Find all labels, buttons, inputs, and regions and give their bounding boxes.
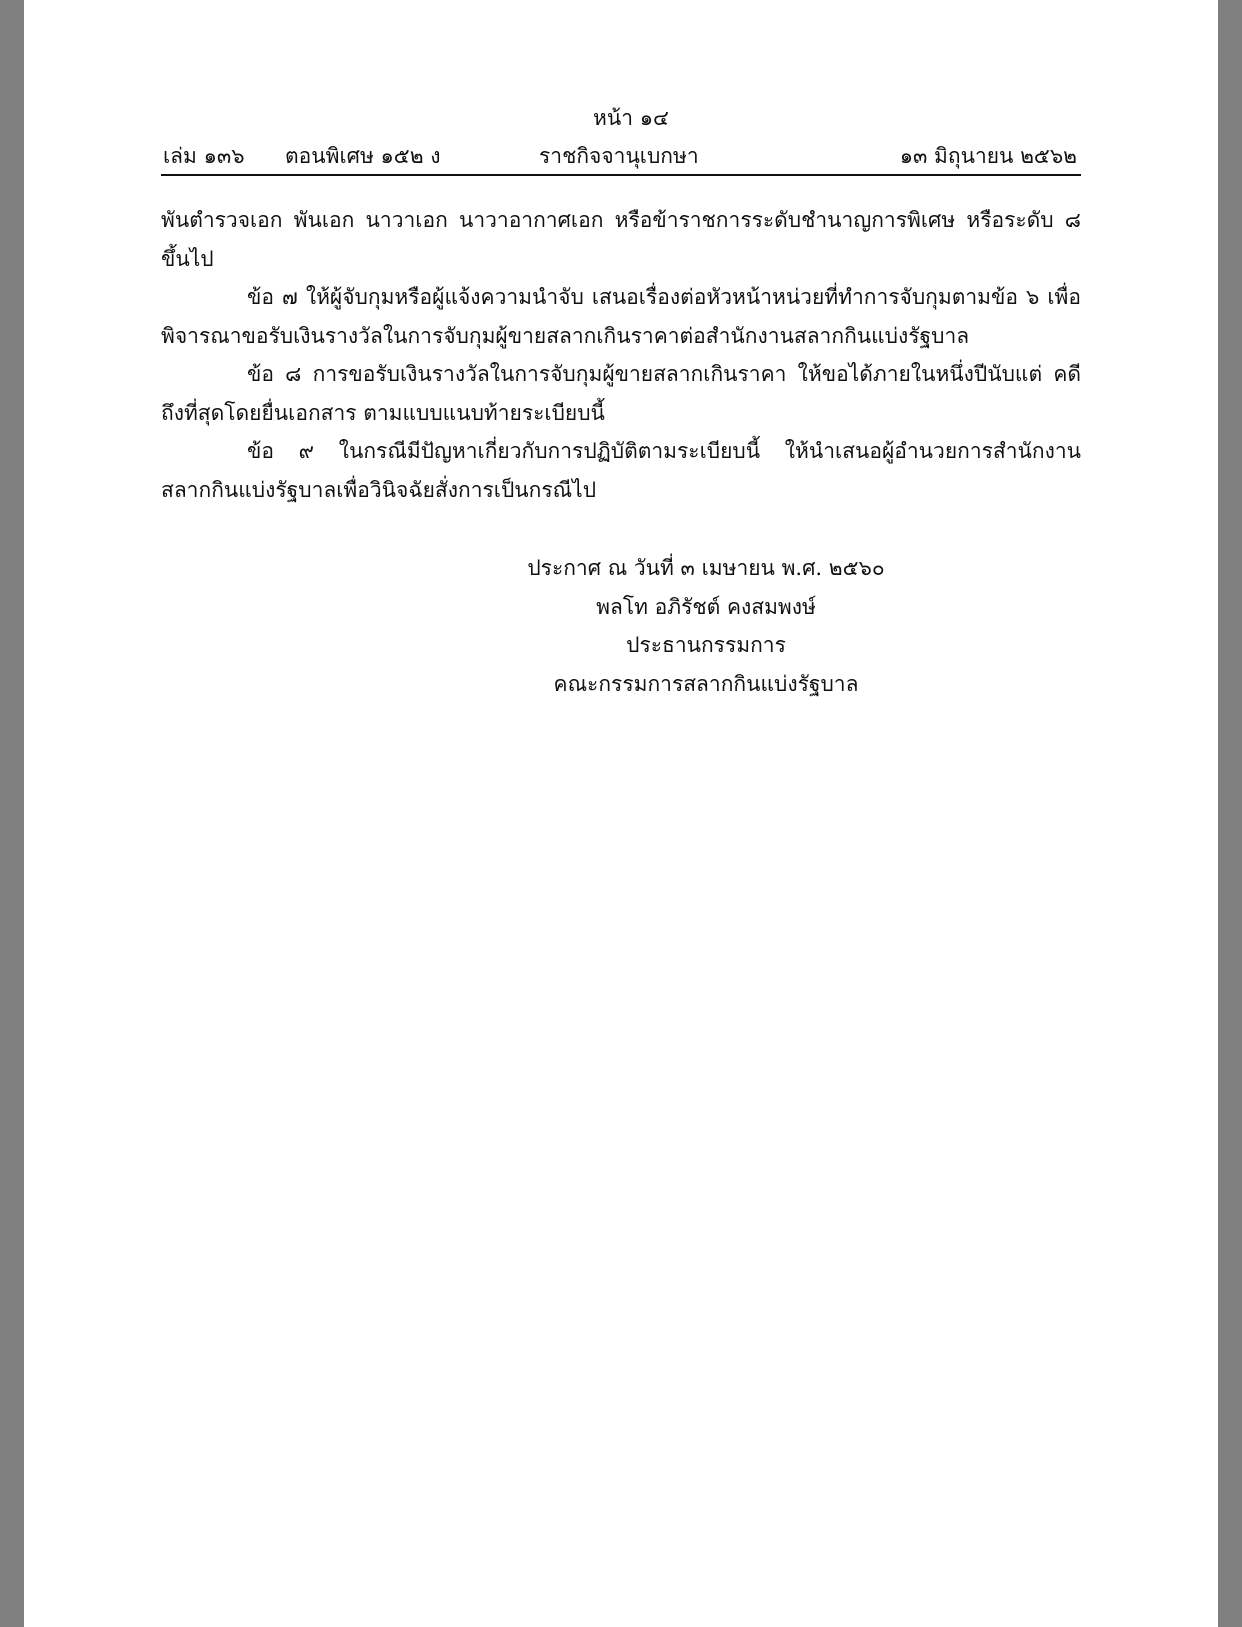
paragraph-clause-7: ข้อ ๗ ให้ผู้จับกุมหรือผู้แจ้งความนำจับ เสนอเรื่องต่อหัวหน้าหน่วยที่ทำการจับกุมตามข้อ ๖ เพื่อพิจารณาขอรับเงินรางวัลในการจับกุมผู้ขายสลากเกินราคาต่อสำนักงานสลากกินแบ่งรัฐบาล	[161, 285, 1081, 348]
signatory-name: พลโท อภิรัชต์ คงสมพงษ์	[596, 594, 816, 619]
paragraph-clause-8: ข้อ ๘ การขอรับเงินรางวัลในการจับกุมผู้ขายสลากเกินราคา ให้ขอได้ภายในหนึ่งปีนับแต่ คดีถึงที่สุดโดยยื่นเอกสาร ตามแบบแนบท้ายระเบียบนี้	[161, 362, 1081, 425]
signatory-organization: คณะกรรมการสลากกินแบ่งรัฐบาล	[553, 671, 859, 696]
regulation-body	[161, 201, 1081, 509]
header-divider	[161, 174, 1081, 176]
gazette-header	[161, 140, 1081, 172]
paragraph-intro: พันตำรวจเอก พันเอก นาวาเอก นาวาอากาศเอก หรือข้าราชการระดับชำนาญการพิเศษ หรือระดับ ๘ ขึ้นไป	[161, 208, 1081, 271]
page-number: หน้า ๑๔	[593, 106, 669, 130]
announcement-date: ประกาศ ณ วันที่ ๓ เมษายน พ.ศ. ๒๕๖๐	[527, 556, 885, 580]
document-page	[24, 0, 1218, 1627]
section-label: ตอนพิเศษ ๑๕๒ ง	[285, 144, 441, 168]
paragraph-clause-9: ข้อ ๙ ในกรณีมีปัญหาเกี่ยวกับการปฏิบัติตามระเบียบนี้ ให้นำเสนอผู้อำนวยการสำนักงาน สลากกินแบ่งรัฐบาลเพื่อวินิจฉัยสั่งการเป็นกรณีไป	[161, 439, 1081, 502]
issue-date: ๑๓ มิถุนายน ๒๕๖๒	[899, 144, 1077, 168]
volume-label: เล่ม ๑๓๖	[163, 144, 245, 168]
signature-block	[491, 549, 921, 703]
signatory-position: ประธานกรรมการ	[626, 633, 786, 657]
gazette-name: ราชกิจจานุเบกษา	[539, 144, 699, 168]
